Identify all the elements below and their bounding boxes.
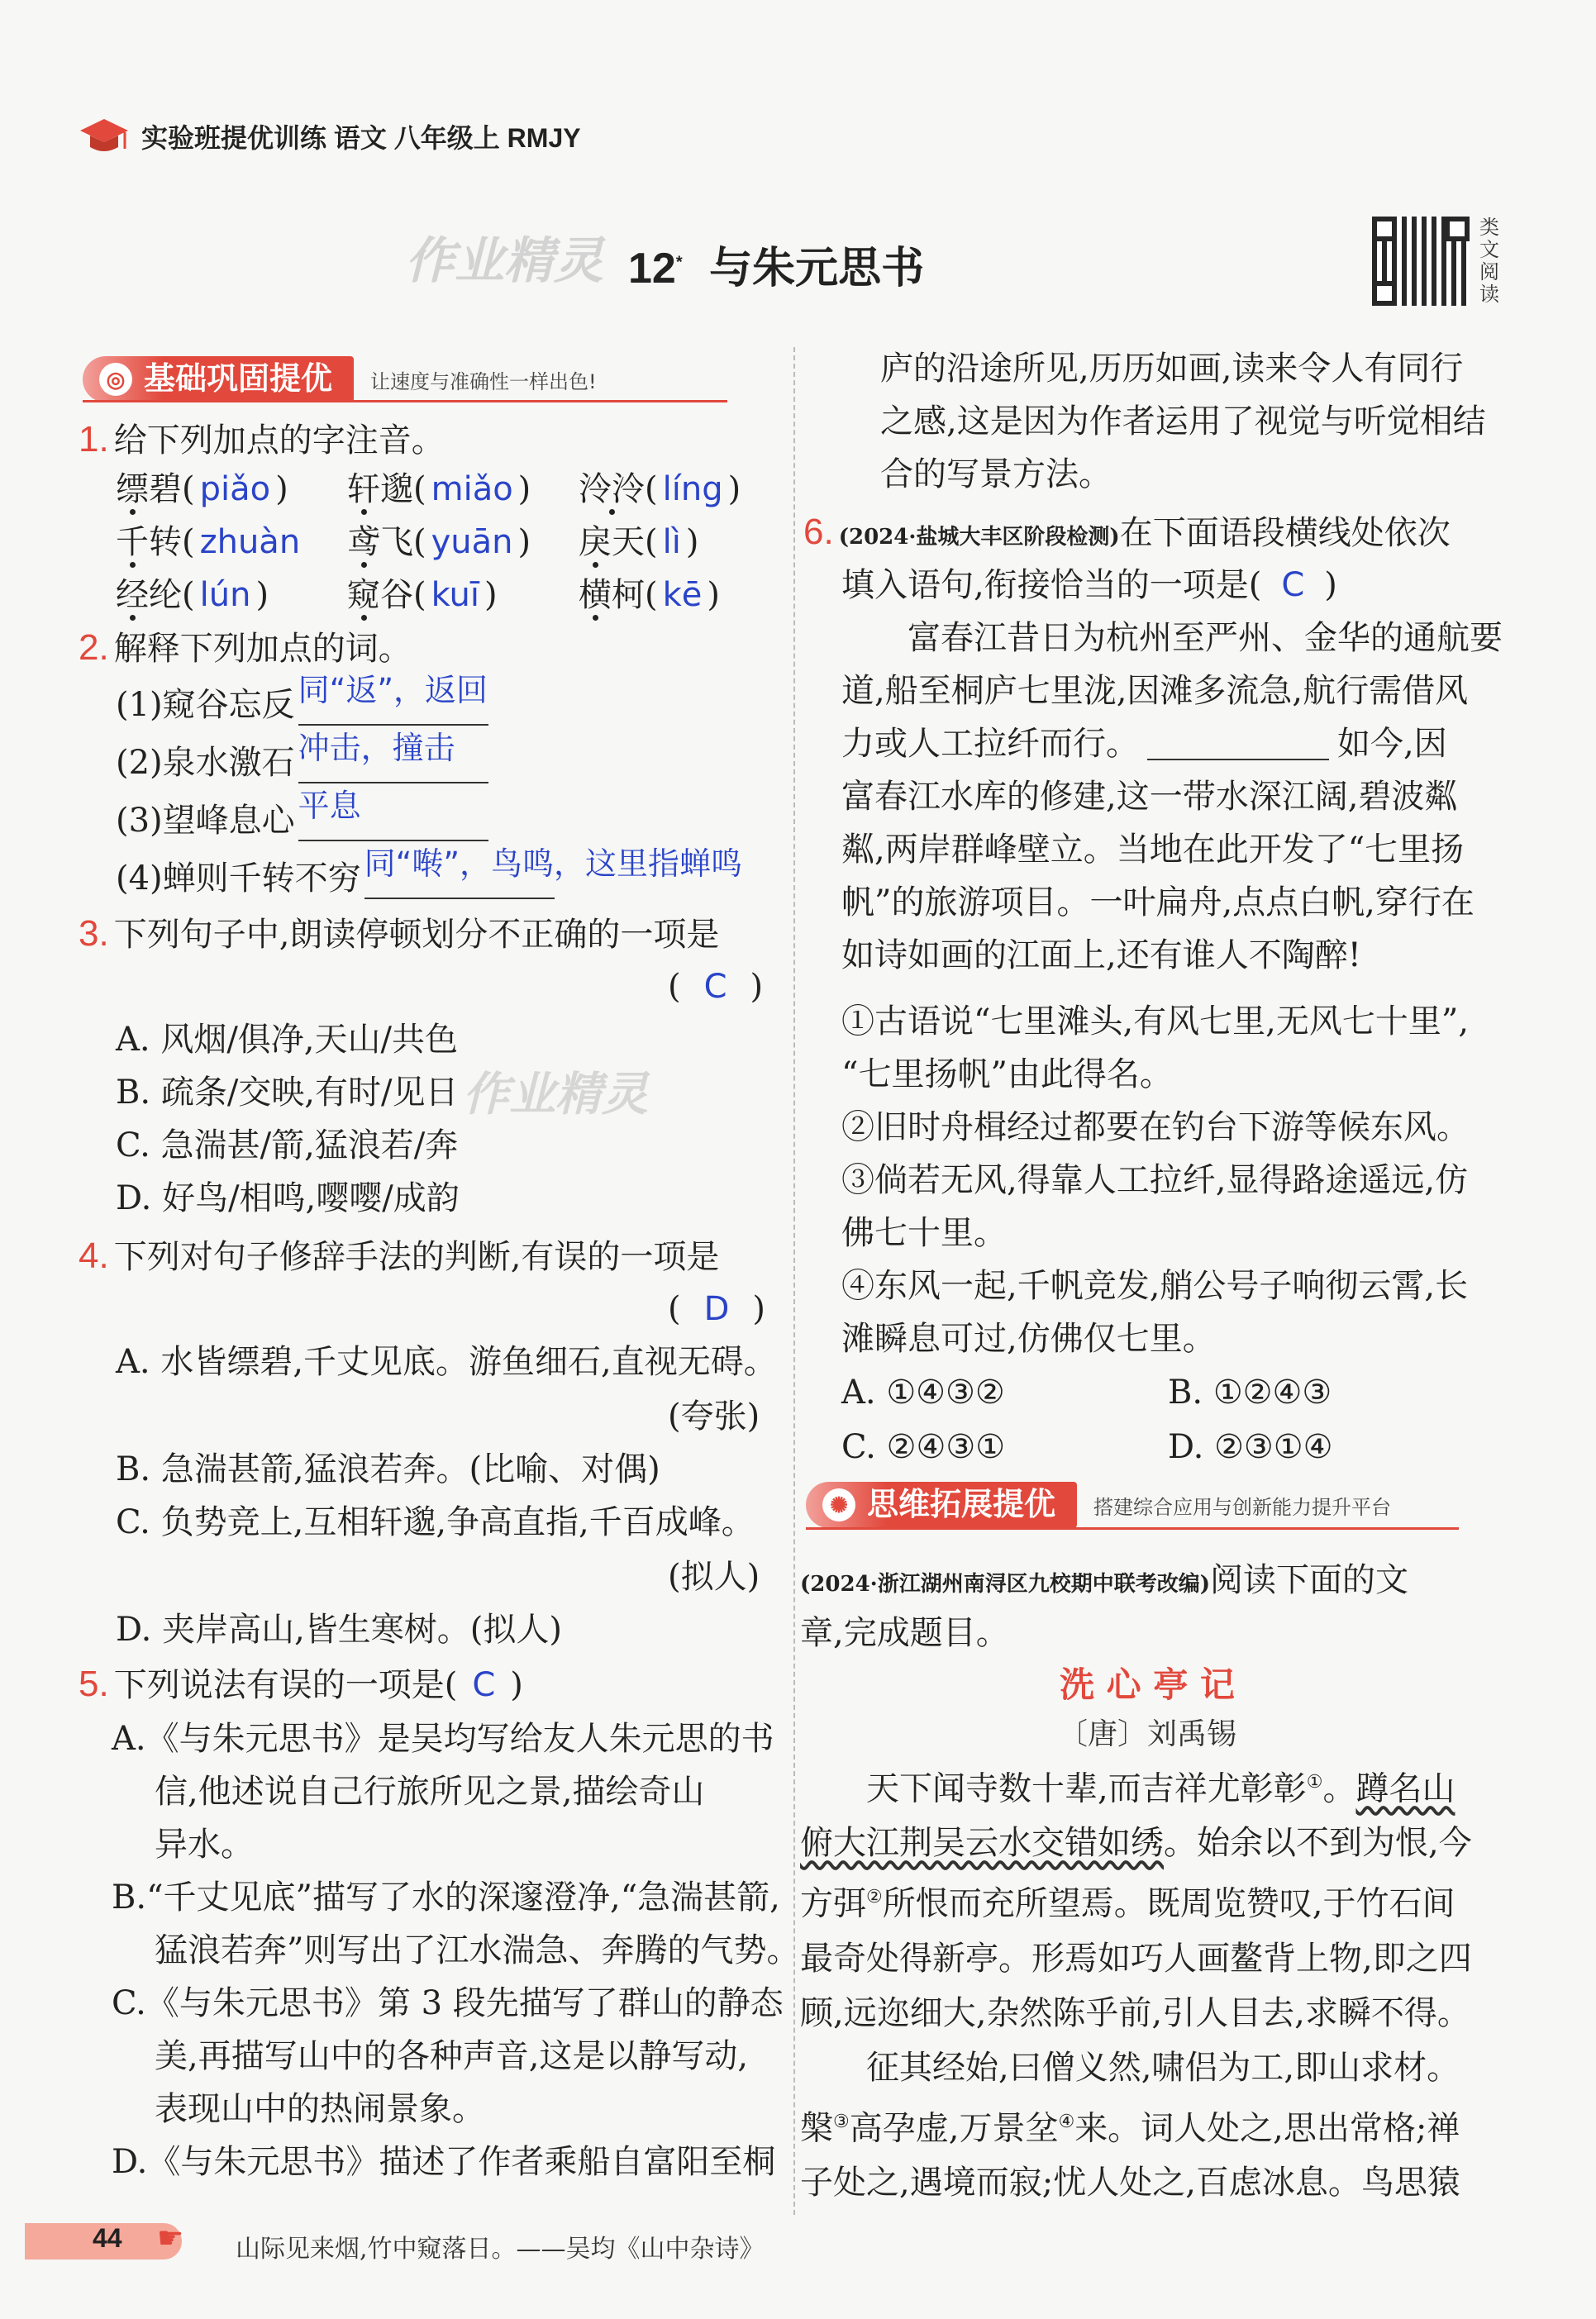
q6-sentence: “七里扬帆”由此得名。: [841, 1055, 1173, 1093]
q2-answer: 平息: [298, 788, 361, 824]
q3-stem: 3. 下列句子中,朗读停顿划分不正确的一项是: [79, 913, 720, 954]
section-banner-extend: [806, 1479, 1391, 1531]
watermark-mid: 作业精灵: [463, 1068, 648, 1121]
q2-item: [116, 845, 743, 907]
pinyin-item: [116, 516, 347, 569]
item-close: ): [517, 523, 531, 561]
q6-passage: [841, 612, 1503, 982]
q3-option[interactable]: B. 疏条/交映,有时/见日: [116, 1074, 459, 1112]
item-text: 碧(: [149, 470, 195, 508]
q2-answer-blank[interactable]: [364, 845, 743, 899]
q6-passage-line: 道,船至桐庐七里泷,因滩多流急,航行需借风: [841, 672, 1469, 710]
blank-line[interactable]: [1147, 759, 1329, 760]
essay-line: 槃③高孕虚,万景坌④来。词人处之,思出常格;禅: [800, 2108, 1460, 2147]
column-divider: [793, 347, 795, 2215]
q6-passage-line: 如诗如画的江面上,还有谁人不陶醉!: [841, 936, 1361, 974]
q4-option-b: B. 急湍甚箭,猛浪若奔。(比喻、对偶): [116, 1450, 660, 1488]
q4-option-c: C. 负势竞上,互相轩邈,争高直指,千百成峰。: [116, 1503, 755, 1541]
q2-label: (4)蝉则千转不穷: [116, 860, 361, 898]
q6-sentence: ③倘若无风,得靠人工拉纤,显得路途遥远,仿: [841, 1161, 1469, 1199]
item-close: ): [707, 576, 720, 614]
pinyin-answer: lì: [662, 523, 681, 561]
q5-continued: [880, 342, 1486, 501]
essay-body: [800, 1755, 1494, 2210]
q6-options: [841, 1365, 1486, 1474]
essay-line: 征其经始,曰僧义然,啸侣为工,即山求材。: [866, 2048, 1460, 2087]
q7-stem-2: 章,完成题目。: [800, 1614, 1009, 1652]
series-title: 实验班提优训练 语文 八年级上 RMJY: [141, 123, 581, 153]
q6-passage-line: 帆”的旅游项目。一叶扁舟,点点白帆,穿行在: [841, 883, 1475, 921]
q6-option[interactable]: C. ②④③①: [841, 1428, 1006, 1466]
q6-sentence: 佛七十里。: [841, 1214, 1007, 1252]
q1-stem: 1. 给下列加点的字注音。: [79, 419, 445, 460]
q6-option[interactable]: A. ①④③②: [841, 1374, 1005, 1412]
q5-option-continued: 庐的沿途所见,历历如画,读来令人有同行: [880, 350, 1464, 388]
qr-code[interactable]: [1372, 217, 1470, 306]
q5-option[interactable]: C.《与朱元思书》第 3 段先描写了群山的静态: [112, 1984, 784, 2022]
banner-underline: [806, 1527, 1459, 1530]
q4-option-d: D. 夹岸高山,皆生寒树。(拟人): [116, 1611, 562, 1649]
q2-label: (2)泉水激石: [116, 744, 295, 782]
essay-author: 〔唐〕刘禹锡: [1057, 1717, 1236, 1751]
pinyin-answer: zhuàn: [199, 523, 301, 561]
q6-passage-line: 力或人工拉纤而行。 如今,因: [841, 725, 1447, 763]
essay-line: 天下闻寺数十辈,而吉祥尤彰彰①。蹲名山: [866, 1769, 1455, 1808]
dotted-char: 缥: [116, 470, 149, 508]
item-text: 谷(: [380, 576, 426, 614]
pinyin-answer: piǎo: [199, 470, 271, 508]
pinyin-answer: yuān: [431, 523, 513, 561]
qr-label: 类文阅读: [1479, 216, 1499, 306]
q2-label: (3)望峰息心: [116, 802, 295, 840]
q7-stem: (2024·浙江湖州南浔区九校期中联考改编)阅读下面的文: [800, 1561, 1409, 1599]
atom-icon: ✺: [822, 1488, 855, 1521]
q6-sentence: ④东风一起,千帆竞发,艄公号子响彻云霄,长: [841, 1267, 1469, 1305]
dotted-char: 轩: [347, 470, 380, 508]
graduation-cap-icon: [79, 116, 130, 157]
q5-option[interactable]: D.《与朱元思书》描述了作者乘船自富阳至桐: [112, 2143, 776, 2181]
section-subtitle: 搭建综合应用与创新能力提升平台: [1093, 1495, 1392, 1519]
essay-line: 方弭②所恨而充所望焉。既周览赞叹,于竹石间: [800, 1884, 1455, 1923]
q6-sentence: ①古语说“七里滩头,有风七里,无风七十里”,: [841, 1002, 1470, 1040]
pinyin-item: [116, 569, 347, 621]
item-close: ): [275, 470, 288, 508]
dotted-char: 窥: [347, 576, 380, 614]
q5-option[interactable]: A.《与朱元思书》是吴均写给友人朱元思的书: [112, 1720, 774, 1758]
q5-options: [112, 1712, 799, 2188]
essay-line: 顾,远迩细大,杂然陈乎前,引人目去,求瞬不得。: [800, 1993, 1470, 2032]
pinyin-item: [347, 463, 579, 516]
lesson-title: [628, 233, 924, 295]
pinyin-answer: kē: [662, 576, 703, 614]
q2-answer: 同“返”，返回: [298, 672, 488, 708]
pinyin-answer: lún: [199, 576, 251, 614]
dotted-char: 千: [116, 523, 149, 561]
item-close: ): [727, 470, 741, 508]
q5-option-continued: 美,再描写山中的各种声音,这是以静写动,: [155, 2037, 749, 2075]
q5-option[interactable]: B.“千丈见底”描写了水的深邃澄净,“急湍甚箭,: [112, 1879, 780, 1917]
item-close: ): [517, 470, 531, 508]
q4-answer: ( D ): [668, 1290, 766, 1328]
watermark-top: 作业精灵: [405, 232, 603, 290]
q3-option[interactable]: C. 急湍甚/箭,猛浪若/奔: [116, 1126, 459, 1164]
banner-underline: [83, 400, 727, 402]
section-title: 思维拓展提优: [867, 1488, 1056, 1522]
q5-option-continued: 合的写景方法。: [880, 455, 1112, 493]
item-close: ): [685, 523, 699, 561]
qr-finder-bl: [1372, 281, 1397, 306]
page-number: 44: [93, 2223, 122, 2253]
essay-line: 最奇处得新亭。形焉如巧人画鳌背上物,即之四: [800, 1939, 1472, 1978]
q6-sentences: [841, 995, 1470, 1365]
dotted-char: 经: [116, 576, 149, 614]
q3-options: [116, 1013, 460, 1225]
q5-option-continued: 表现山中的热闹景象。: [155, 2090, 485, 2128]
q6-option[interactable]: D. ②③①④: [1168, 1428, 1333, 1466]
q4-option-c-tag: (拟人): [668, 1558, 760, 1596]
section-subtitle: 让速度与准确性一样出色!: [370, 369, 597, 393]
pinyin-item: [579, 463, 769, 516]
target-icon: ◎: [99, 363, 132, 396]
q6-passage-line: 富春江水库的修建,这一带水深江阔,碧波粼: [841, 778, 1458, 816]
dotted-char: 横: [579, 576, 612, 614]
q3-answer: ( C ): [668, 968, 764, 1006]
q4-option-a-tag: (夸张): [668, 1398, 760, 1436]
item-text: 柯(: [612, 576, 658, 614]
q5-stem: 5. 下列说法有误的一项是( C ): [79, 1664, 523, 1704]
q6-option[interactable]: B. ①②④③: [1168, 1374, 1332, 1412]
header: [79, 116, 581, 157]
q2-items: [116, 672, 743, 907]
q3-option[interactable]: A. 风烟/俱净,天山/共色: [116, 1021, 458, 1059]
q3-option[interactable]: D. 好鸟/相鸣,嘤嘤/成韵: [116, 1179, 460, 1217]
dotted-char: 戾: [579, 523, 612, 561]
dotted-char: 泠泠: [579, 470, 645, 508]
q1-grid: [116, 463, 769, 621]
pinyin-item: [116, 463, 347, 516]
q5-option-continued: 猛浪若奔”则写出了江水湍急、奔腾的气势。: [155, 1931, 800, 1969]
footer-quote: 山际见来烟,竹中窥落日。——吴均《山中杂诗》: [236, 2235, 765, 2264]
section-title: 基础巩固提优: [144, 362, 333, 397]
pinyin-answer: líng: [662, 470, 723, 508]
q2-label: (1)窥谷忘反: [116, 686, 295, 724]
pinyin-item: [347, 569, 579, 621]
item-close: ): [484, 576, 498, 614]
lesson-name: 与朱元思书: [709, 245, 925, 293]
hand-pointer-icon: ☛: [157, 2221, 184, 2255]
section-banner-basic: [83, 354, 597, 405]
pinyin-item: [579, 516, 769, 569]
q6-stem: 6. (2024·盐城大丰区阶段检测)在下面语段横线处依次: [803, 512, 1451, 552]
item-text: 天(: [612, 523, 658, 561]
q5-option-continued: 信,他述说自己行旅所见之景,描绘奇山: [155, 1773, 705, 1811]
lesson-star: *: [675, 253, 683, 272]
q6-sentence: ②旧时舟楫经过都要在钓台下游等候东风。: [841, 1108, 1470, 1146]
q2-stem: 2. 解释下列加点的词。: [79, 627, 412, 668]
item-text: 转(: [149, 523, 195, 561]
q5-option-continued: 异水。: [155, 1826, 254, 1864]
q6-sentence: 滩瞬息可过,仿佛仅七里。: [841, 1320, 1216, 1358]
pinyin-answer: kuī: [431, 576, 480, 614]
pinyin-item: [347, 516, 579, 569]
pinyin-item: [579, 569, 769, 621]
essay-line: 子处之,遇境而寂;忧人处之,百虑冰息。鸟思猿: [800, 2163, 1460, 2202]
item-text: 飞(: [380, 523, 426, 561]
qr-finder-tl: [1372, 217, 1397, 241]
q2-answer: 同“啭”，鸟鸣，这里指蝉鸣: [364, 845, 743, 882]
item-text: (: [645, 470, 658, 508]
lesson-number: 12: [628, 245, 676, 293]
qr-finder-tr: [1445, 217, 1470, 241]
q6-stem-2: 填入语句,衔接恰当的一项是( C ): [841, 566, 1337, 604]
item-close: ): [255, 576, 269, 614]
item-text: 纶(: [149, 576, 195, 614]
q4-option-a: A. 水皆缥碧,千丈见底。游鱼细石,直视无碍。: [116, 1343, 777, 1381]
q6-passage-line: 粼,两岸群峰壁立。当地在此开发了“七里扬: [841, 831, 1465, 869]
footer: [25, 2212, 1579, 2269]
pinyin-answer: miǎo: [431, 470, 513, 508]
essay-line: 俯大江荆吴云水交错如绣。始余以不到为恨,今: [800, 1824, 1472, 1863]
item-text: 邈(: [380, 470, 426, 508]
q4-stem: 4. 下列对句子修辞手法的判断,有误的一项是: [79, 1236, 720, 1276]
q2-answer: 冲击，撞击: [298, 730, 455, 766]
essay-title: 洗 心 亭 记: [1060, 1664, 1235, 1705]
dotted-char: 鸢: [347, 523, 380, 561]
q5-option-continued: 之感,这是因为作者运用了视觉与听觉相结: [880, 402, 1486, 440]
q6-passage-line: 富春江昔日为杭州至严州、金华的通航要: [908, 619, 1503, 657]
